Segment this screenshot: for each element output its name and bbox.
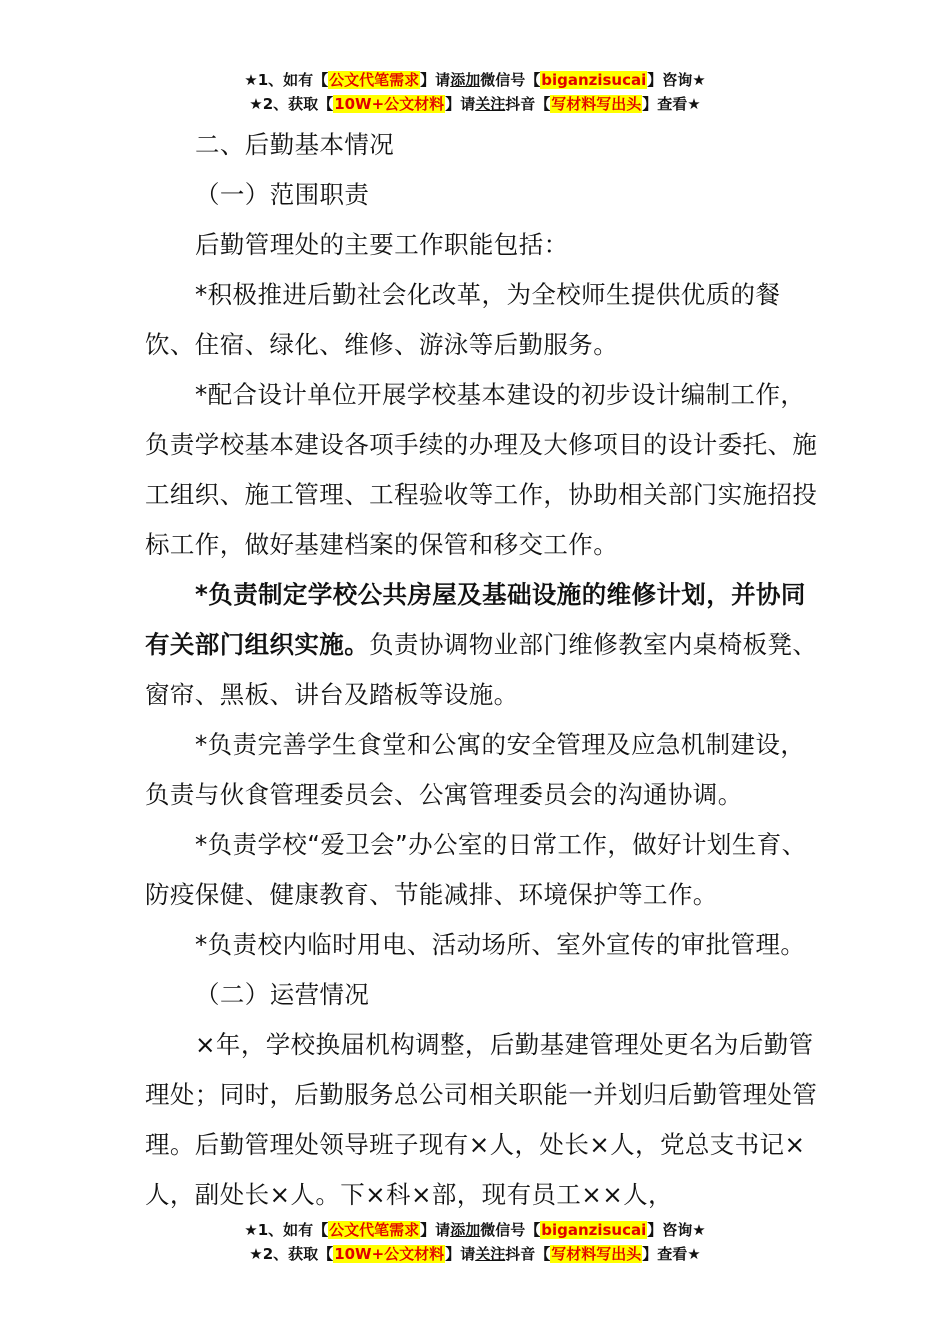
duty-item: *负责完善学生食堂和公寓的安全管理及应急机制建设，负责与伙食管理委员会、公寓管理委员会的沟通协调。 [145, 730, 806, 809]
duty-item: *配合设计单位开展学校基本建设的初步设计编制工作，负责学校基本建设各项手续的办理及大修项目的设计委托、施工组织、施工管理、工程验收等工作，协助相关部门实施招投标工作，做好基建档案的保管和移交工作。 [145, 380, 818, 559]
duty-item [145, 570, 825, 720]
promo-text: 】查看★ [642, 1245, 701, 1263]
promo-text: ★1、如有【 [244, 1221, 329, 1239]
promo-emphasis: 添加 [450, 1221, 481, 1239]
subsection-title: （一）范围职责 [195, 180, 370, 209]
promo-highlight: 10W+公文材料 [334, 95, 445, 113]
bottom-promo-banner [0, 1218, 950, 1266]
duty-item: *负责校内临时用电、活动场所、室外宣传的审批管理。 [195, 930, 806, 959]
promo-text: 】咨询★ [647, 1221, 706, 1239]
promo-highlight: 写材料写出头 [551, 1245, 642, 1263]
section-heading: 二、后勤基本情况 [195, 130, 395, 159]
promo-text: 】查看★ [642, 95, 701, 113]
promo-emphasis: 添加 [450, 71, 481, 89]
promo-highlight: 公文代笔需求 [329, 71, 420, 89]
promo-text: 抖音【 [505, 95, 551, 113]
promo-text: 微信号【 [480, 1221, 541, 1239]
paragraph: ×年，学校换届机构调整，后勤基建管理处更名为后勤管理处；同时，后勤服务总公司相关职能一并划归后勤管理处管理。后勤管理处领导班子现有×人，处长×人，党总支书记×人，副处长×人。下×科×部，现有员工××人， [145, 1030, 818, 1209]
duty-item-text: 负责协调物业部门维修教室内桌椅板凳、窗帘、黑板、讲台及踏板等设施。 [145, 630, 818, 709]
promo-emphasis: 关注 [475, 1245, 506, 1263]
duty-item: *积极推进后勤社会化改革，为全校师生提供优质的餐饮、住宿、绿化、维修、游泳等后勤服务。 [145, 280, 781, 359]
promo-text: 】请 [445, 1245, 476, 1263]
promo-text: 】咨询★ [647, 71, 706, 89]
promo-line-1 [0, 68, 950, 92]
duty-item-bold: *负责制定学校公共房屋及基础设施的维修计划，并协同有关部门组织实施。 [145, 580, 806, 659]
promo-highlight: 写材料写出头 [551, 95, 642, 113]
promo-line-2 [0, 92, 950, 116]
subsection-title: （二）运营情况 [195, 980, 370, 1009]
promo-highlight: 公文代笔需求 [329, 1221, 420, 1239]
promo-highlight: biganzisucai [541, 1221, 647, 1239]
promo-text: ★2、获取【 [249, 95, 334, 113]
document-body [145, 120, 825, 1220]
promo-text: 微信号【 [480, 71, 541, 89]
promo-highlight: biganzisucai [541, 71, 647, 89]
top-promo-banner [0, 68, 950, 116]
promo-text: 】请 [420, 71, 451, 89]
promo-text: ★1、如有【 [244, 71, 329, 89]
promo-line-2 [0, 1242, 950, 1266]
promo-text: 】请 [445, 95, 476, 113]
promo-emphasis: 关注 [475, 95, 506, 113]
paragraph: 后勤管理处的主要工作职能包括： [195, 230, 569, 259]
promo-text: 】请 [420, 1221, 451, 1239]
promo-text: 抖音【 [505, 1245, 551, 1263]
duty-item: *负责学校“爱卫会”办公室的日常工作，做好计划生育、防疫保健、健康教育、节能减排、环境保护等工作。 [145, 830, 807, 909]
promo-line-1 [0, 1218, 950, 1242]
promo-highlight: 10W+公文材料 [334, 1245, 445, 1263]
promo-text: ★2、获取【 [249, 1245, 334, 1263]
